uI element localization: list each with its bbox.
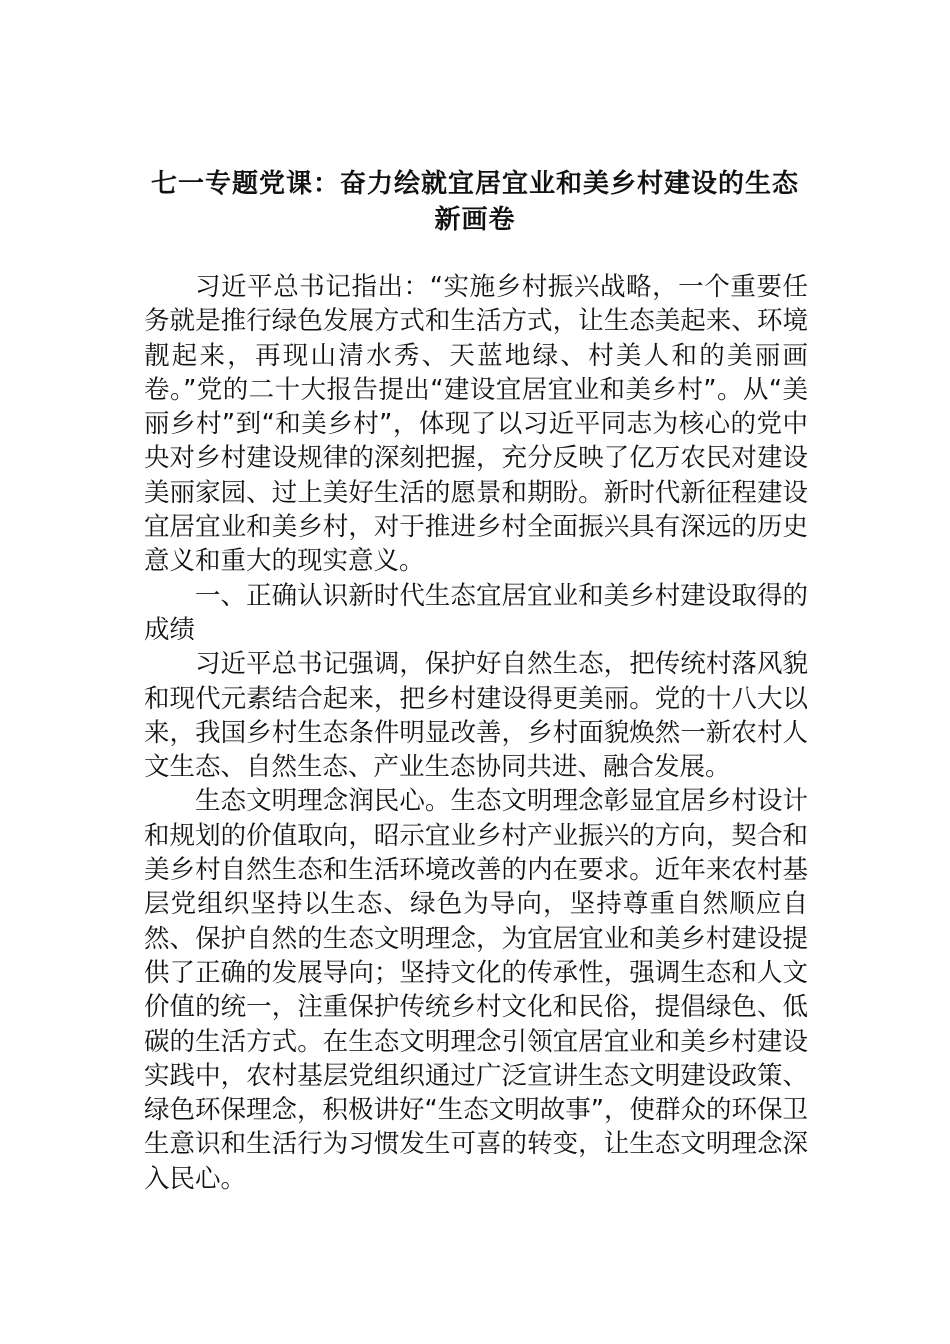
paragraph-ecological-civilization: 生态文明理念润民心。生态文明理念彰显宜居乡村设计和规划的价值取向，昭示宜业乡村产业振兴的方向，契合和美乡村自然生态和生活环境改善的内在要求。近年来农村基层党组织坚持以生态、绿色为导向，坚持尊重自然顺应自然、保护自然的生态文明理念，为宜居宜业和美乡村建设提供了正确的发展导向；坚持文化的传承性，强调生态和人文价值的统一，注重保护传统乡村文化和民俗，提倡绿色、低碳的生活方式。在生态文明理念引领宜居宜业和美乡村建设实践中，农村基层党组织通过广泛宣讲生态文明建设政策、绿色环保理念，积极讲好“生态文明故事”，使群众的环保卫生意识和生活行为习惯发生可喜的转变，让生态文明理念深入民心。 xyxy=(144,786,808,1194)
document-title: 七一专题党课：奋力绘就宜居宜业和美乡村建设的生态新画卷 xyxy=(150,169,799,235)
paragraph-achievements: 习近平总书记强调，保护好自然生态，把传统村落风貌和现代元素结合起来，把乡村建设得更美丽。党的十八大以来，我国乡村生态条件明显改善，乡村面貌焕然一新农村人文生态、自然生态、产业生态协同共进、融合发展。 xyxy=(144,649,808,783)
section-heading-1: 一、正确认识新时代生态宜居宜业和美乡村建设取得的成绩 xyxy=(144,580,808,645)
document-body xyxy=(144,270,808,1196)
paragraph-intro: 习近平总书记指出：“实施乡村振兴战略，一个重要任务就是推行绿色发展方式和生活方式，让生态美起来、环境靓起来，再现山清水秀、天蓝地绿、村美人和的美丽画卷。”党的二十大报告提出“建设宜居宜业和美乡村”。从“美丽乡村”到“和美乡村”，体现了以习近平同志为核心的党中央对乡村建设规律的深刻把握，充分反映了亿万农民对建设美丽家园、过上美好生活的愿景和期盼。新时代新征程建设宜居宜业和美乡村，对于推进乡村全面振兴具有深远的历史意义和重大的现实意义。 xyxy=(144,272,808,577)
